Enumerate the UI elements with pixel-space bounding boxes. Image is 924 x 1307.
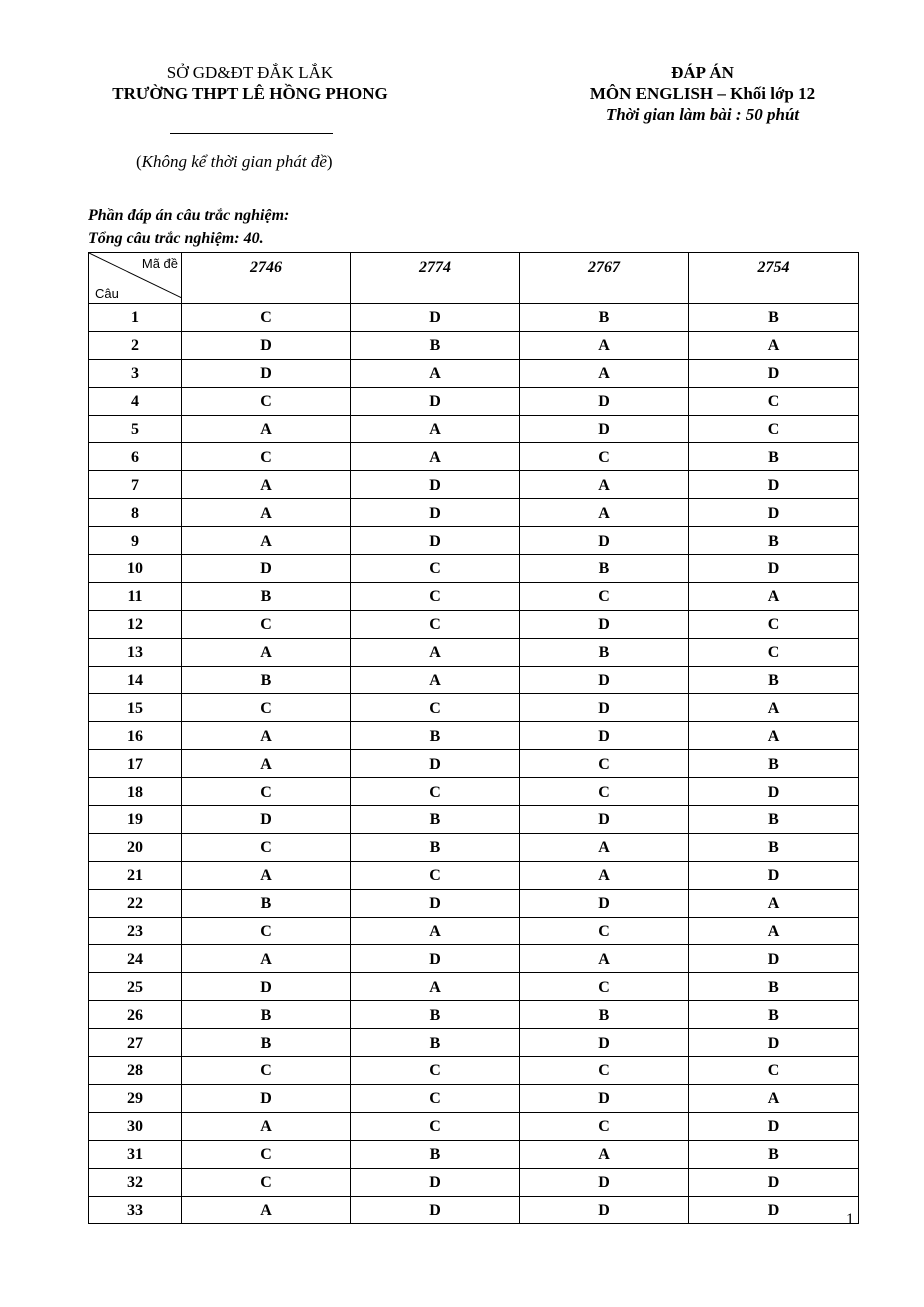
table-row [89,499,859,527]
answer-cell: D [520,415,689,443]
answer-cell: B [182,1029,351,1057]
answer-cell: A [520,331,689,359]
answer-cell: D [351,387,520,415]
answer-cell: D [689,471,859,499]
table-row [89,304,859,332]
table-row [89,471,859,499]
answer-cell: A [689,694,859,722]
answer-cell: C [689,610,859,638]
answer-cell: A [520,861,689,889]
answer-cell: C [520,917,689,945]
question-number: 24 [89,945,182,973]
question-number: 22 [89,889,182,917]
table-row [89,331,859,359]
answer-cell: D [689,1029,859,1057]
answer-cell: B [520,304,689,332]
answer-cell: B [182,1001,351,1029]
table-row [89,694,859,722]
answer-cell: B [351,833,520,861]
answer-cell: A [520,833,689,861]
answer-cell: B [689,527,859,555]
answer-cell: B [182,582,351,610]
answer-cell: A [351,415,520,443]
table-row [89,889,859,917]
code-header: 2754 [689,253,859,304]
table-row [89,610,859,638]
question-number: 23 [89,917,182,945]
answer-cell: B [689,1140,859,1168]
answer-cell: D [182,555,351,583]
answer-cell: D [182,1084,351,1112]
answer-cell: B [689,666,859,694]
school-header [70,62,430,104]
answer-cell: A [351,443,520,471]
answer-cell: B [520,1001,689,1029]
answer-cell: B [351,806,520,834]
school-name: TRƯỜNG THPT LÊ HỒNG PHONG [112,84,388,103]
duration-line: Thời gian làm bài : 50 phút [605,105,800,124]
doc-title: ĐÁP ÁN [671,63,734,82]
question-number: 25 [89,973,182,1001]
answer-cell: C [351,778,520,806]
question-number: 2 [89,331,182,359]
answer-cell: D [351,750,520,778]
table-row [89,638,859,666]
answer-cell: D [351,527,520,555]
answer-cell: A [182,638,351,666]
answer-cell: D [351,1196,520,1224]
table-row [89,1001,859,1029]
answer-cell: A [520,499,689,527]
total-questions: Tổng câu trắc nghiệm: 40. [88,230,264,247]
question-number: 29 [89,1084,182,1112]
corner-question-label: Câu [95,286,119,301]
answer-cell: A [182,722,351,750]
question-number: 12 [89,610,182,638]
table-row [89,861,859,889]
table-row [89,527,859,555]
answer-cell: A [182,750,351,778]
table-row [89,917,859,945]
answer-cell: A [351,666,520,694]
answer-cell: A [351,973,520,1001]
table-row [89,1196,859,1224]
answer-cell: D [182,359,351,387]
table-row [89,1140,859,1168]
note-open-paren: ( [136,152,142,171]
question-number: 11 [89,582,182,610]
answer-cell: A [520,471,689,499]
corner-cell [89,253,182,304]
answer-cell: C [520,973,689,1001]
answer-table [88,252,859,1224]
answer-cell: B [351,1001,520,1029]
answer-cell: B [689,1001,859,1029]
answer-cell: D [520,666,689,694]
section-title: Phần đáp án câu trắc nghiệm: [88,207,290,224]
exam-header [530,62,875,125]
table-row [89,415,859,443]
question-number: 13 [89,638,182,666]
answer-cell: C [351,582,520,610]
answer-cell: A [689,889,859,917]
question-number: 5 [89,415,182,443]
question-number: 16 [89,722,182,750]
answer-cell: D [520,610,689,638]
answer-cell: B [351,722,520,750]
question-number: 17 [89,750,182,778]
table-row [89,1057,859,1085]
answer-cell: D [689,359,859,387]
answer-cell: D [689,555,859,583]
answer-cell: D [689,1196,859,1224]
answer-cell: D [520,694,689,722]
answer-cell: A [689,917,859,945]
question-number: 19 [89,806,182,834]
answer-cell: B [351,1029,520,1057]
answer-cell: A [520,945,689,973]
answer-cell: A [689,1084,859,1112]
table-row [89,722,859,750]
answer-cell: D [182,973,351,1001]
table-row [89,1168,859,1196]
question-number: 18 [89,778,182,806]
question-number: 7 [89,471,182,499]
question-number: 8 [89,499,182,527]
answer-cell: B [520,555,689,583]
answer-cell: C [689,415,859,443]
answer-cell: D [520,889,689,917]
answer-cell: B [351,1140,520,1168]
table-row [89,806,859,834]
question-number: 3 [89,359,182,387]
answer-cell: A [182,945,351,973]
answer-cell: A [689,331,859,359]
answer-cell: A [351,638,520,666]
answer-cell: D [182,331,351,359]
answer-cell: D [351,499,520,527]
code-header: 2774 [351,253,520,304]
answer-cell: A [182,499,351,527]
answer-cell: D [689,1168,859,1196]
note-text: Không kể thời gian phát đề [141,152,327,171]
question-number: 27 [89,1029,182,1057]
table-row [89,1029,859,1057]
question-number: 10 [89,555,182,583]
question-number: 28 [89,1057,182,1085]
answer-cell: C [182,304,351,332]
answer-cell: B [689,443,859,471]
answer-cell: D [520,1196,689,1224]
answer-cell: C [182,1168,351,1196]
answer-cell: D [351,304,520,332]
answer-cell: A [520,359,689,387]
answer-cell: B [182,666,351,694]
answer-cell: D [689,778,859,806]
answer-cell: C [520,443,689,471]
table-row [89,833,859,861]
answer-cell: D [520,722,689,750]
table-row [89,555,859,583]
table-row [89,750,859,778]
answer-cell: D [689,1112,859,1140]
answer-cell: A [689,722,859,750]
answer-cell: C [689,1057,859,1085]
answer-cell: D [182,806,351,834]
answer-cell: B [182,889,351,917]
answer-cell: C [689,638,859,666]
header-divider [170,133,333,134]
answer-cell: C [351,861,520,889]
question-number: 4 [89,387,182,415]
answer-cell: D [689,499,859,527]
answer-cell: C [520,1112,689,1140]
question-number: 9 [89,527,182,555]
answer-cell: D [689,945,859,973]
answer-cell: C [351,1112,520,1140]
corner-code-label: Mã đề [141,256,178,271]
answer-cell: D [520,1168,689,1196]
answer-cell: A [351,917,520,945]
answer-cell: C [182,778,351,806]
table-row [89,1112,859,1140]
answer-cell: A [182,415,351,443]
answer-cell: B [689,833,859,861]
answer-cell: C [182,917,351,945]
table-row [89,387,859,415]
answer-cell: D [520,387,689,415]
table-row [89,359,859,387]
note-close-paren: ) [326,152,333,171]
question-number: 31 [89,1140,182,1168]
table-row [89,666,859,694]
answer-cell: A [182,1112,351,1140]
question-number: 14 [89,666,182,694]
table-row [89,945,859,973]
table-row [89,778,859,806]
answer-cell: C [520,1057,689,1085]
table-row [89,443,859,471]
subject-line: MÔN ENGLISH – Khối lớp 12 [589,84,816,103]
answer-cell: C [520,778,689,806]
question-number: 32 [89,1168,182,1196]
answer-cell: D [520,806,689,834]
answer-cell: C [182,1140,351,1168]
answer-cell: C [182,443,351,471]
answer-cell: B [689,973,859,1001]
answer-cell: C [182,1057,351,1085]
department-name: SỞ GD&ĐT ĐẮK LẮK [166,63,334,82]
table-row [89,582,859,610]
table-row [89,1084,859,1112]
time-note [136,152,333,172]
answer-cell: D [520,527,689,555]
question-number: 1 [89,304,182,332]
question-number: 33 [89,1196,182,1224]
question-number: 30 [89,1112,182,1140]
answer-cell: A [182,527,351,555]
answer-cell: A [182,861,351,889]
page-number: 1 [846,1211,854,1228]
answer-cell: C [351,1057,520,1085]
answer-cell: A [182,1196,351,1224]
answer-cell: A [182,471,351,499]
answer-cell: C [351,610,520,638]
answer-cell: A [351,359,520,387]
answer-cell: C [182,387,351,415]
answer-cell: B [689,806,859,834]
answer-cell: C [520,582,689,610]
answer-cell: C [689,387,859,415]
answer-cell: D [351,471,520,499]
question-number: 6 [89,443,182,471]
answer-cell: C [182,694,351,722]
answer-cell: C [351,1084,520,1112]
answer-cell: D [520,1084,689,1112]
table-row [89,973,859,1001]
answer-cell: C [182,833,351,861]
answer-cell: C [520,750,689,778]
question-number: 26 [89,1001,182,1029]
question-number: 15 [89,694,182,722]
answer-cell: D [351,1168,520,1196]
question-number: 20 [89,833,182,861]
answer-cell: C [351,694,520,722]
answer-cell: A [520,1140,689,1168]
table-header-row [89,253,859,304]
answer-cell: B [689,750,859,778]
code-header: 2746 [182,253,351,304]
answer-cell: B [689,304,859,332]
answer-cell: D [520,1029,689,1057]
answer-cell: A [689,582,859,610]
answer-cell: D [351,945,520,973]
answer-cell: C [182,610,351,638]
question-number: 21 [89,861,182,889]
answer-cell: D [689,861,859,889]
answer-cell: B [351,331,520,359]
answer-cell: C [351,555,520,583]
code-header: 2767 [520,253,689,304]
answer-cell: D [351,889,520,917]
answer-cell: B [520,638,689,666]
